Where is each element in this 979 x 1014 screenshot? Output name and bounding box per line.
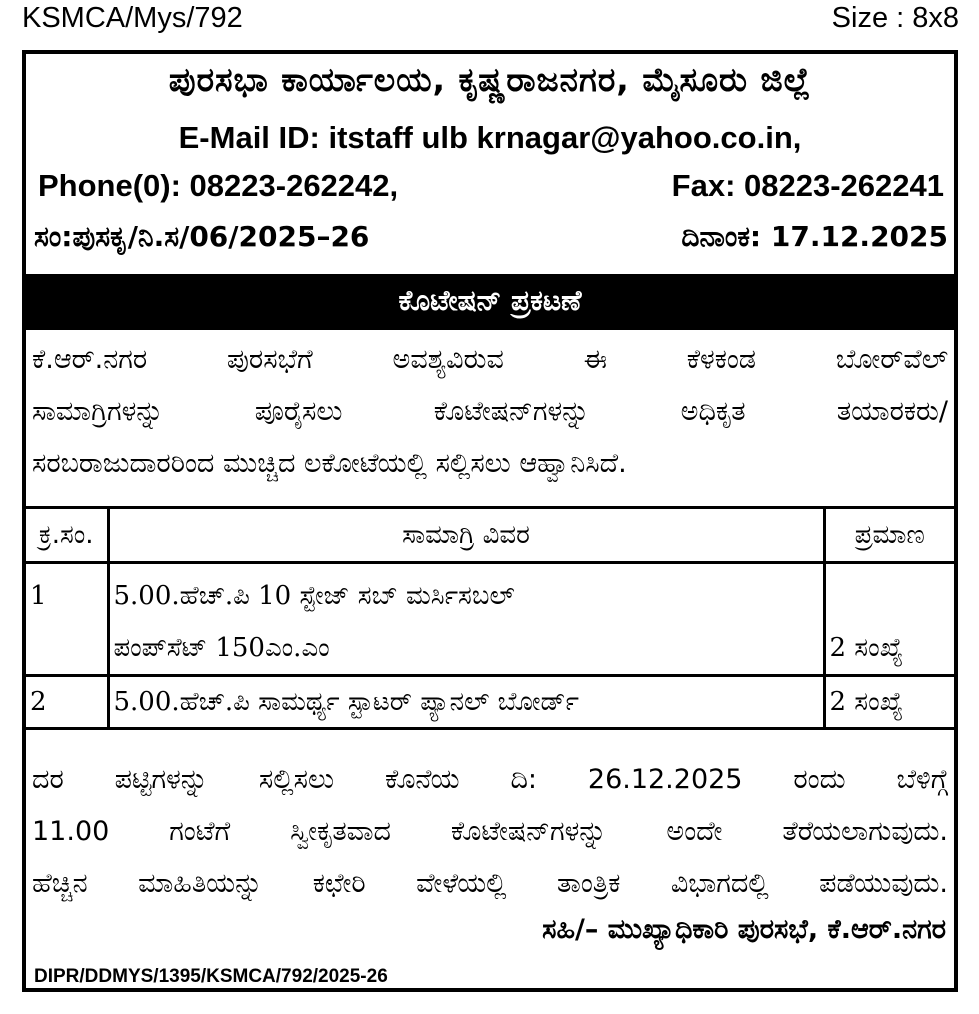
row-description: 5.00.ಹೆಚ್.ಪಿ ಸಾಮರ್ಥ್ಯ ಸ್ಟಾಟರ್ ಪ್ಯಾನಲ್ ಬೋರ್ಡ್ bbox=[108, 676, 824, 729]
row-description-line: 5.00.ಹೆಚ್.ಪಿ 10 ಸ್ಟೇಜ್ ಸಬ್ ಮರ್ಸಿಸಬಲ್ bbox=[113, 581, 515, 611]
notice-banner: ಕೊಟೇಷನ್ ಪ್ರಕಟಣೆ bbox=[26, 274, 954, 330]
notice-date: ದಿನಾಂಕ: 17.12.2025 bbox=[681, 220, 948, 253]
table-row bbox=[26, 676, 954, 729]
items-table bbox=[26, 506, 954, 730]
row-quantity: 2 ಸಂಖ್ಯೆ bbox=[824, 563, 954, 676]
notice-frame bbox=[22, 50, 958, 992]
row-description bbox=[108, 563, 824, 676]
intro-line: ಸಾಮಾಗ್ರಿಗಳನ್ನು ಪೂರೈಸಲು ಕೊಟೇಷನ್‌ಗಳನ್ನು ಅಧಿಕೃತ ತಯಾರಕರು/ bbox=[32, 396, 948, 427]
closing-line: ದರ ಪಟ್ಟಿಗಳನ್ನು ಸಲ್ಲಿಸಲು ಕೊನೆಯ ದಿ: 26.12.2025 ರಂದು ಬೆಳಿಗ್ಗೆ bbox=[32, 764, 948, 795]
row-quantity: 2 ಸಂಖ್ಯೆ bbox=[824, 676, 954, 729]
top-strip bbox=[0, 0, 979, 44]
intro-paragraph bbox=[32, 334, 948, 490]
intro-line: ಕೆ.ಆರ್.ನಗರ ಪುರಸಭೆಗೆ ಅವಶ್ಯವಿರುವ ಈ ಕೆಳಕಂಡ ಬೋರ್‌ವೆಲ್ bbox=[32, 344, 948, 375]
office-name: ಪುರಸಭಾ ಕಾರ್ಯಾಲಯ, ಕೃಷ್ಣರಾಜನಗರ, ಮೈಸೂರು ಜಿಲ್ಲೆ bbox=[168, 60, 812, 99]
row-serial: 2 bbox=[26, 676, 108, 729]
closing-line: ಹೆಚ್ಚಿನ ಮಾಹಿತಿಯನ್ನು ಕಛೇರಿ ವೇಳೆಯಲ್ಲಿ ತಾಂತ್ರಿಕ ವಿಭಾಗದಲ್ಲಿ ಪಡೆಯುವುದು. bbox=[32, 868, 948, 899]
dipr-code: DIPR/DDMYS/1395/KSMCA/792/2025-26 bbox=[34, 966, 388, 987]
intro-line: ಸರಬರಾಜುದಾರರಿಂದ ಮುಚ್ಚಿದ ಲಕೋಟೆಯಲ್ಲಿ ಸಲ್ಲಿಸಲು ಆಹ್ವಾನಿಸಿದೆ. bbox=[32, 448, 627, 479]
office-email: E-Mail ID: itstaff ulb krnagar@yahoo.co.in, bbox=[178, 120, 802, 155]
office-fax: Fax: 08223-262241 bbox=[671, 168, 944, 203]
signature-line: ಸಹಿ/– ಮುಖ್ಯಾಧಿಕಾರಿ ಪುರಸಭೆ, ಕೆ.ಆರ್.ನಗರ bbox=[542, 914, 946, 945]
table-header-row bbox=[26, 508, 954, 563]
closing-paragraph bbox=[32, 754, 948, 910]
row-serial: 1 bbox=[26, 563, 108, 676]
row-description-line: ಪಂಪ್‌ಸೆಟ್ 150ಎಂ.ಎಂ bbox=[113, 633, 330, 663]
notice-header bbox=[26, 54, 954, 274]
ad-reference-number: KSMCA/Mys/792 bbox=[22, 2, 243, 34]
column-header-description: ಸಾಮಾಗ್ರಿ ವಿವರ bbox=[108, 508, 824, 563]
notice-ref-number: ಸಂ:ಪುಸಕೃ/ನಿ.ಸ/06/2025–26 bbox=[34, 220, 370, 253]
office-phone: Phone(0): 08223-262242, bbox=[38, 168, 399, 203]
column-header-serial: ಕ್ರ.ಸಂ. bbox=[26, 508, 108, 563]
column-header-quantity: ಪ್ರಮಾಣ bbox=[824, 508, 954, 563]
table-row bbox=[26, 563, 954, 676]
ad-size-label: Size : 8x8 bbox=[831, 2, 959, 34]
closing-line: 11.00 ಗಂಟೆಗೆ ಸ್ವೀಕೃತವಾದ ಕೊಟೇಷನ್‌ಗಳನ್ನು ಅಂದೇ ತೆರೆಯಲಾಗುವುದು. bbox=[32, 816, 948, 847]
